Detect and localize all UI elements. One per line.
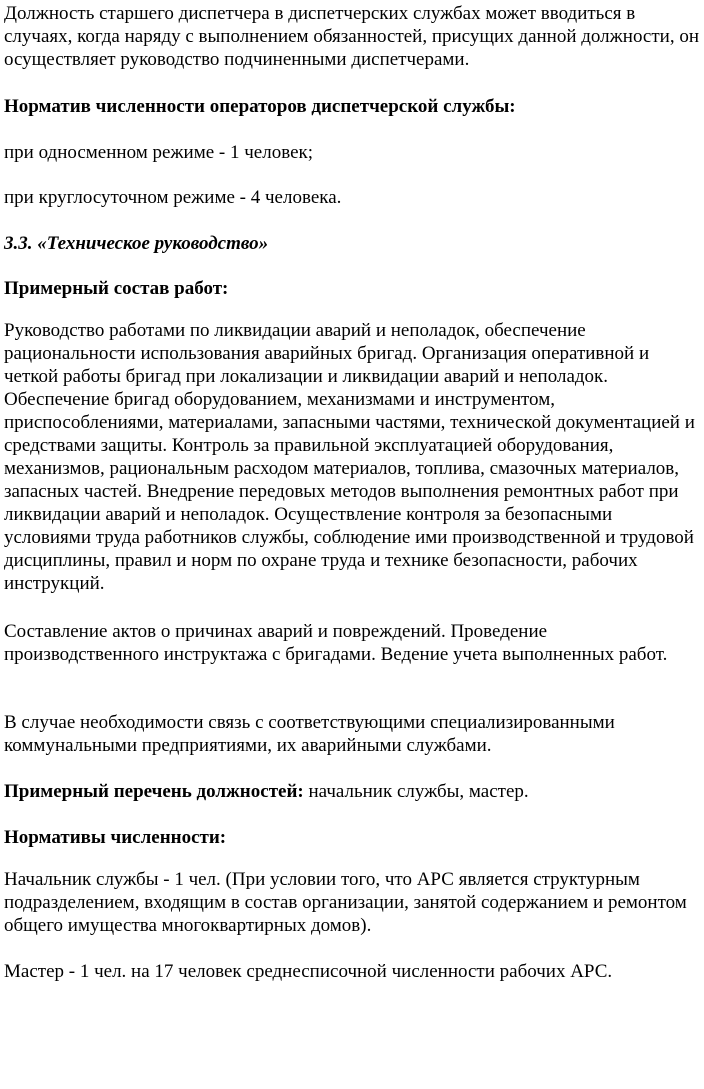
paragraph-accident-acts: Составление актов о причинах аварий и повреждений. Проведение производственного инструктажа с бригадами. Ведение учета выполненных работ. <box>4 621 668 665</box>
heading-work-composition: Примерный состав работ: <box>4 278 229 299</box>
paragraph-communication: В случае необходимости связь с соответствующими специализированными коммунальными предприятиями, их аварийными службами. <box>4 712 615 756</box>
paragraph-single-shift: при односменном режиме - 1 человек; <box>4 142 314 163</box>
paragraph-senior-dispatcher: Должность старшего диспетчера в диспетчерских службах может вводиться в случаях, когда наряду с выполнением обязанностей, присущих данной должности, он осуществляет руководство подчиненными диспетчерами. <box>4 3 700 70</box>
positions-text: начальник службы, мастер. <box>303 781 529 802</box>
paragraph-master: Мастер - 1 чел. на 17 человек среднесписочной численности рабочих АРС. <box>4 961 613 982</box>
heading-staffing-norms: Нормативы численности: <box>4 827 227 848</box>
paragraph-work-description: Руководство работами по ликвидации аварий и неполадок, обеспечение рациональности использования аварийных бригад. Организация оперативной и четкой работы бригад при локализации и ликвидации аварий и неполадок. Обеспечение бригад оборудованием, механизмами и инструментом, приспособлениями, материалами, запасными частями, технической документацией и средствами защиты. Контроль за правильной эксплуатацией оборудования, механизмов, рациональным расходом материалов, топлива, смазочных материалов, запасных частей. Внедрение передовых методов выполнения ремонтных работ при ликвидации аварий и неполадок. Осуществление контроля за безопасными условиями труда работников службы, соблюдение ими производственной и трудовой дисциплины, правил и норм по охране труда и технике безопасности, рабочих инструкций. <box>4 320 695 594</box>
paragraph-positions-list <box>4 780 700 803</box>
positions-label: Примерный перечень должностей: <box>4 781 304 802</box>
paragraph-round-the-clock: при круглосуточном режиме - 4 человека. <box>4 187 342 208</box>
section-heading-technical-management: 3.3. «Техническое руководство» <box>4 233 269 254</box>
heading-operator-norm: Норматив численности операторов диспетчерской службы: <box>4 96 516 117</box>
paragraph-service-head: Начальник службы - 1 чел. (При условии того, что АРС является структурным подразделением, входящим в состав организации, занятой содержанием и ремонтом общего имущества многоквартирных домов). <box>4 869 687 936</box>
